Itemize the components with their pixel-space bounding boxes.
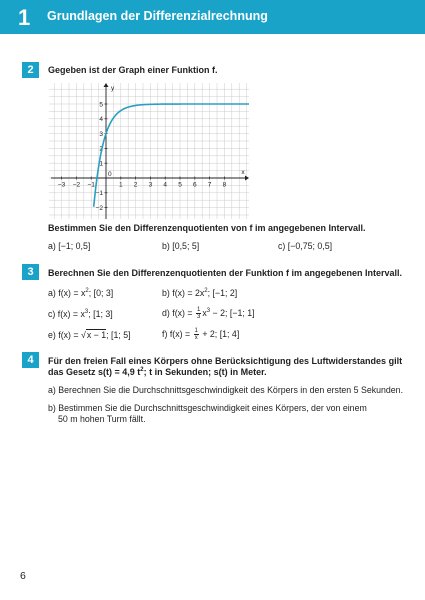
function-graph — [49, 83, 249, 219]
y-axis-label: y — [111, 85, 115, 92]
function-curve — [94, 104, 249, 207]
page-number: 6 — [20, 570, 26, 582]
chapter-header — [0, 0, 425, 34]
x-axis-label: x — [241, 169, 245, 176]
exercise-item-a: a) $f(x) = x^2$; [0; 3] — [48, 288, 114, 298]
exercise-item-e: e) f(x) = √x − 1; [1; 5] — [48, 330, 131, 340]
fraction: $\frac{1}{x}$ — [194, 328, 198, 341]
exercise-item-b: b) $f(x) = 2x^2$; [−1; 2] — [162, 288, 238, 298]
y-tick-label: 5 — [99, 101, 103, 109]
task-title: Gegeben ist der Graph einer Funktion f. — [48, 65, 218, 75]
task-number-badge: 2 — [22, 62, 39, 78]
exercise-item-d: d) f(x) = $\frac{1}{3}$ $x^3 - 2$; [−1; 1] — [162, 307, 255, 320]
x-tick-label: 1 — [118, 181, 123, 189]
task-number-badge: 4 — [22, 352, 39, 368]
task-title-line2: das Gesetz s(t) = 4,9 $t^2$; t in Sekunden; s(t) in Meter. — [48, 367, 267, 377]
x-tick-label: 5 — [178, 181, 182, 189]
x-tick-label: −3 — [57, 181, 66, 189]
task-instruction: Bestimmen Sie den Differenzenquotienten von f im angegebenen Intervall. — [48, 223, 366, 233]
task-title-line1: Für den freien Fall eines Körpers ohne Berücksichtigung des Luftwiderstandes gilt — [48, 356, 403, 366]
y-tick-label: 1 — [99, 160, 103, 168]
x-axis-arrow — [245, 176, 249, 181]
task-number-badge: 3 — [22, 264, 39, 280]
x-tick-label: 6 — [192, 181, 197, 189]
x-tick-label: −2 — [72, 181, 81, 189]
y-tick-label: −2 — [95, 204, 103, 212]
origin-label: 0 — [108, 171, 112, 178]
y-axis-arrow — [104, 83, 109, 87]
exercise-item-b-line1: b) Bestimmen Sie die Durchschnittsgeschwindigkeit eines Körpers, der von einem — [48, 403, 367, 413]
exercise-item-c: c) $f(x) = x^3$; [1; 3] — [48, 309, 113, 319]
interval-item-b: b) [0,5; 5] — [162, 241, 200, 251]
chapter-number: 1 — [18, 5, 31, 30]
exercise-item-b-line2: 50 m hohen Turm fällt. — [58, 414, 146, 424]
y-tick-label: 2 — [99, 145, 103, 153]
interval-item-a: a) [−1; 0,5] — [48, 241, 91, 251]
x-tick-label: 7 — [207, 181, 212, 189]
y-tick-label: 4 — [99, 116, 103, 124]
x-tick-label: 2 — [133, 181, 138, 189]
x-tick-label: 3 — [148, 181, 153, 189]
task-title: Berechnen Sie den Differenzenquotienten der Funktion f im angegebenen Intervall. — [48, 268, 403, 278]
y-tick-label: 3 — [99, 130, 103, 138]
x-tick-label: −1 — [87, 181, 95, 189]
exercise-item-a: a) Berechnen Sie die Durchschnittsgeschwindigkeit des Körpers in den ersten 5 Sekunden. — [48, 385, 404, 395]
x-tick-label: 8 — [222, 181, 227, 189]
interval-item-c: c) [−0,75; 0,5] — [278, 241, 333, 251]
fraction: $\frac{1}{3}$ — [197, 307, 201, 320]
y-tick-label: −1 — [95, 190, 103, 198]
chapter-title: Grundlagen der Differenzialrechnung — [47, 9, 268, 23]
x-tick-label: 4 — [163, 181, 168, 189]
exercise-item-f: f) f(x) = $\frac{1}{x}$ + 2; [1; 4] — [162, 328, 240, 341]
sqrt-sign: √ — [81, 330, 86, 340]
